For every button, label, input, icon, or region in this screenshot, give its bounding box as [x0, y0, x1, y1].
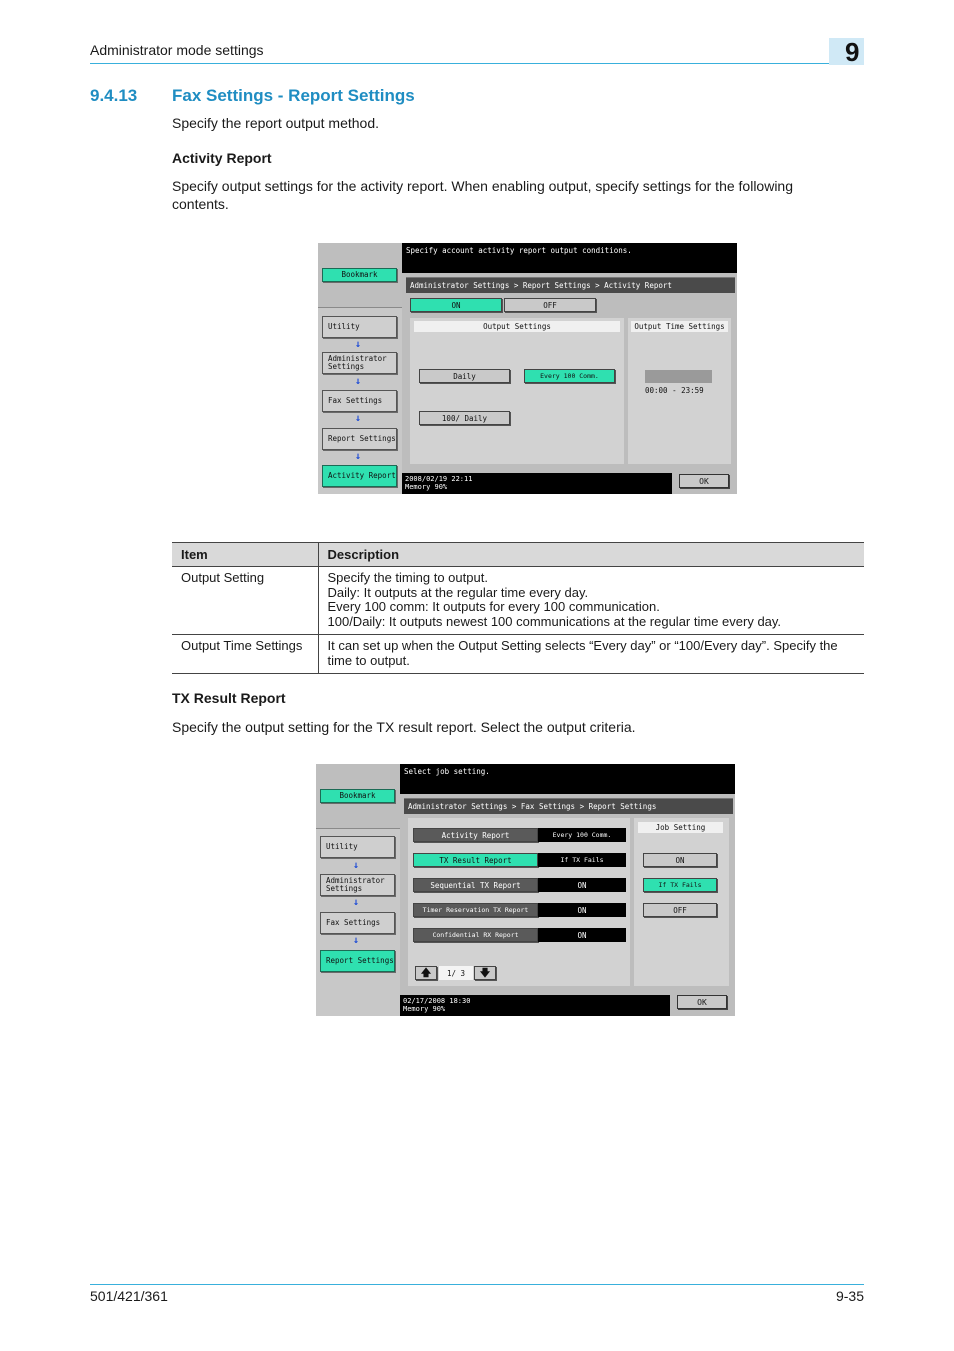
status-datetime: 2008/02/19 22:11 — [405, 475, 473, 483]
row-description: It can set up when the Output Setting selects “Every day” or “100/Every day”. Specify the time to output. — [318, 635, 864, 674]
sidebar-item-report-settings[interactable]: Report Settings — [320, 950, 395, 972]
status-memory: Memory 90% — [403, 1005, 446, 1013]
page-down-button[interactable]: 🡇 — [474, 966, 496, 980]
row-description: Specify the timing to output. Daily: It outputs at the regular time every day. Every 100 comm: It outputs for every 100 communication. 100/Daily: It outputs newest 100 communications at the regular time every day. — [318, 567, 864, 635]
down-arrow-icon: ↓ — [353, 935, 360, 946]
footer-model: 501/421/361 — [90, 1288, 168, 1304]
output-settings-panel — [410, 318, 624, 464]
daily-option[interactable]: Daily — [419, 369, 510, 383]
sidebar-item-fax-settings[interactable]: Fax Settings — [320, 912, 395, 934]
header-rule — [90, 63, 864, 64]
row-item: Output Time Settings — [172, 635, 318, 674]
activity-report-description: Specify output settings for the activity report. When enabling output, specify settings for the following contents. — [172, 178, 794, 212]
sidebar-item-administrator-settings[interactable]: Administrator Settings — [320, 874, 395, 896]
activity-report-screenshot — [318, 243, 737, 494]
settings-table — [172, 542, 864, 674]
bookmark-button[interactable]: Bookmark — [320, 789, 395, 803]
job-off-option[interactable]: OFF — [643, 903, 717, 917]
job-if-tx-fails-option[interactable]: If TX Fails — [643, 878, 717, 892]
page-up-button[interactable]: 🡅 — [415, 966, 437, 980]
every-100-comm-option[interactable]: Every 100 Comm. — [524, 369, 615, 383]
off-toggle[interactable]: OFF — [504, 298, 596, 312]
down-arrow-icon: ↓ — [355, 376, 362, 387]
tx-result-report-screenshot — [316, 764, 735, 1016]
tx-result-report-row-value: If TX Fails — [538, 853, 626, 867]
sidebar-item-activity-report[interactable]: Activity Report — [322, 465, 397, 487]
row-item: Output Setting — [172, 567, 318, 635]
sidebar-item-report-settings[interactable]: Report Settings — [322, 428, 397, 450]
footer-rule — [90, 1284, 864, 1285]
job-setting-panel — [634, 818, 729, 986]
down-arrow-icon: ↓ — [355, 339, 362, 350]
status-bar — [402, 473, 672, 494]
time-display-box — [645, 370, 712, 383]
table-row — [172, 635, 864, 674]
confidential-rx-row-button[interactable]: Confidential RX Report — [413, 928, 538, 942]
job-setting-label: Job Setting — [638, 822, 723, 833]
page-indicator: 1/ 3 — [439, 966, 473, 980]
intro-text: Specify the report output method. — [172, 115, 380, 131]
sequential-tx-report-row-value: ON — [538, 878, 626, 892]
ok-button[interactable]: OK — [679, 474, 729, 488]
down-arrow-icon: ↓ — [353, 860, 360, 871]
running-header: Administrator mode settings — [90, 42, 264, 58]
sidebar-item-utility[interactable]: Utility — [322, 316, 397, 338]
breadcrumb: Administrator Settings > Fax Settings > Report Settings — [404, 798, 733, 814]
sidebar-item-utility[interactable]: Utility — [320, 836, 395, 858]
100-daily-option[interactable]: 100/ Daily — [419, 411, 510, 425]
bookmark-button[interactable]: Bookmark — [322, 268, 397, 282]
output-settings-label: Output Settings — [414, 321, 620, 332]
timer-reservation-row-value: ON — [538, 903, 626, 917]
sequential-tx-report-row-button[interactable]: Sequential TX Report — [413, 878, 538, 892]
job-on-option[interactable]: ON — [643, 853, 717, 867]
section-number: 9.4.13 — [90, 86, 138, 105]
top-message: Specify account activity report output conditions. — [402, 243, 737, 273]
sidebar-item-administrator-settings[interactable]: Administrator Settings — [322, 352, 397, 374]
status-memory: Memory 90% — [405, 483, 448, 491]
status-bar — [400, 995, 670, 1016]
output-time-label: Output Time Settings — [631, 321, 728, 332]
table-row — [172, 567, 864, 635]
down-arrow-icon: ↓ — [355, 413, 362, 424]
down-arrow-icon: ↓ — [353, 897, 360, 908]
top-message: Select job setting. — [400, 764, 735, 794]
breadcrumb: Administrator Settings > Report Settings > Activity Report — [406, 277, 735, 293]
timer-reservation-row-button[interactable]: Timer Reservation TX Report — [413, 903, 538, 917]
activity-report-row-button[interactable]: Activity Report — [413, 828, 538, 842]
description-column-header: Description — [318, 543, 864, 567]
report-list-panel — [408, 818, 630, 986]
confidential-rx-row-value: ON — [538, 928, 626, 942]
activity-report-heading: Activity Report — [172, 150, 272, 166]
activity-report-row-value: Every 100 Comm. — [538, 828, 626, 842]
down-arrow-icon: ↓ — [355, 451, 362, 462]
tx-result-report-row-button[interactable]: TX Result Report — [413, 853, 538, 867]
section-title: Fax Settings - Report Settings — [172, 86, 415, 105]
on-toggle[interactable]: ON — [410, 298, 502, 312]
item-column-header: Item — [172, 543, 318, 567]
footer-page-number: 9-35 — [835, 1288, 864, 1304]
ok-button[interactable]: OK — [677, 995, 727, 1009]
tx-report-description: Specify the output setting for the TX result report. Select the output criteria. — [172, 719, 636, 735]
table-header-row — [172, 543, 864, 567]
chapter-number: 9 — [845, 37, 860, 67]
sidebar-item-fax-settings[interactable]: Fax Settings — [322, 390, 397, 412]
time-range: 00:00 - 23:59 — [645, 386, 704, 395]
status-datetime: 02/17/2008 18:30 — [403, 997, 471, 1005]
tx-report-heading: TX Result Report — [172, 690, 286, 706]
